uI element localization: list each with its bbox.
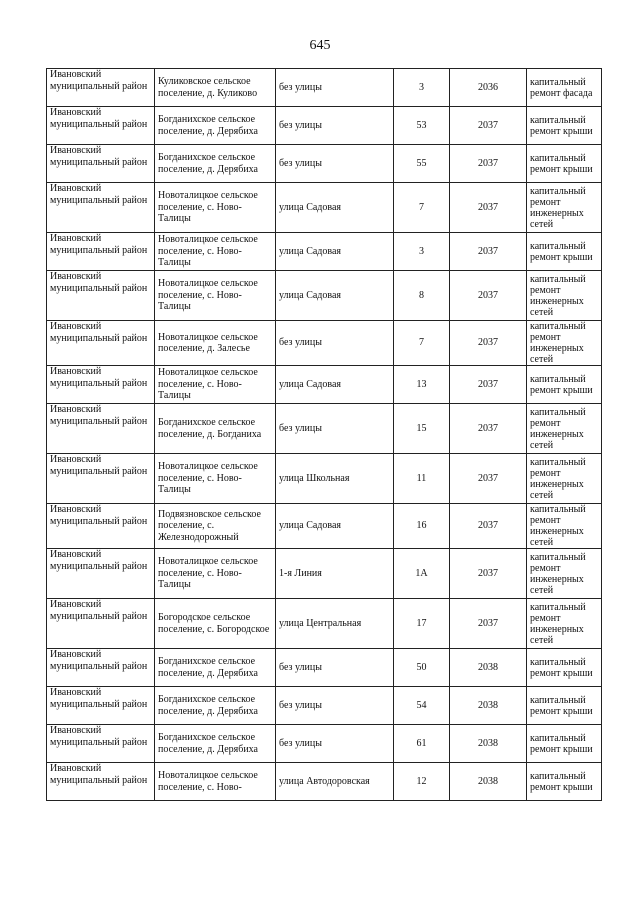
cell-district: Ивановский муниципальный район bbox=[47, 549, 155, 599]
page-number: 645 bbox=[309, 38, 331, 53]
cell-district: Ивановский муниципальный район bbox=[47, 763, 155, 801]
cell-street: без улицы bbox=[276, 107, 394, 145]
table-row bbox=[47, 649, 602, 687]
cell-district: Ивановский муниципальный район bbox=[47, 107, 155, 145]
cell-settlement: Новоталицкое сельское поселение, с. Ново- bbox=[155, 763, 276, 801]
cell-district: Ивановский муниципальный район bbox=[47, 233, 155, 271]
cell-work-type: капитальный ремонт крыши bbox=[527, 233, 602, 271]
cell-house-number: 55 bbox=[394, 145, 450, 183]
cell-year: 2037 bbox=[450, 321, 527, 366]
cell-house-number: 12 bbox=[394, 763, 450, 801]
table-row bbox=[47, 69, 602, 107]
cell-work-type: капитальный ремонт крыши bbox=[527, 725, 602, 763]
cell-year: 2037 bbox=[450, 145, 527, 183]
cell-settlement: Новоталицкое сельское поселение, с. Ново-Талицы bbox=[155, 183, 276, 233]
cell-house-number: 3 bbox=[394, 69, 450, 107]
cell-district: Ивановский муниципальный район bbox=[47, 504, 155, 549]
cell-street: улица Автодоровская bbox=[276, 763, 394, 801]
table-row bbox=[47, 366, 602, 404]
cell-settlement: Богданихское сельское поселение, д. Богданиха bbox=[155, 404, 276, 454]
cell-district: Ивановский муниципальный район bbox=[47, 183, 155, 233]
cell-year: 2037 bbox=[450, 233, 527, 271]
cell-house-number: 11 bbox=[394, 454, 450, 504]
cell-house-number: 53 bbox=[394, 107, 450, 145]
cell-street: улица Садовая bbox=[276, 271, 394, 321]
cell-house-number: 54 bbox=[394, 687, 450, 725]
cell-settlement: Богородское сельское поселение, с. Богородское bbox=[155, 599, 276, 649]
cell-work-type: капитальный ремонт инженерных сетей bbox=[527, 183, 602, 233]
cell-house-number: 3 bbox=[394, 233, 450, 271]
cell-street: улица Школьная bbox=[276, 454, 394, 504]
cell-street: 1-я Линия bbox=[276, 549, 394, 599]
cell-street: улица Центральная bbox=[276, 599, 394, 649]
cell-work-type: капитальный ремонт инженерных сетей bbox=[527, 321, 602, 366]
cell-work-type: капитальный ремонт инженерных сетей bbox=[527, 599, 602, 649]
cell-district: Ивановский муниципальный район bbox=[47, 725, 155, 763]
cell-work-type: капитальный ремонт фасада bbox=[527, 69, 602, 107]
cell-year: 2037 bbox=[450, 271, 527, 321]
table-row bbox=[47, 233, 602, 271]
cell-house-number: 50 bbox=[394, 649, 450, 687]
cell-house-number: 7 bbox=[394, 183, 450, 233]
cell-street: без улицы bbox=[276, 687, 394, 725]
cell-street: улица Садовая bbox=[276, 366, 394, 404]
cell-settlement: Богданихское сельское поселение, д. Дерябиха bbox=[155, 725, 276, 763]
cell-house-number: 7 bbox=[394, 321, 450, 366]
cell-district: Ивановский муниципальный район bbox=[47, 687, 155, 725]
cell-district: Ивановский муниципальный район bbox=[47, 366, 155, 404]
cell-work-type: капитальный ремонт крыши bbox=[527, 649, 602, 687]
cell-settlement: Куликовское сельское поселение, д. Куликово bbox=[155, 69, 276, 107]
cell-street: без улицы bbox=[276, 321, 394, 366]
cell-house-number: 1А bbox=[394, 549, 450, 599]
cell-house-number: 17 bbox=[394, 599, 450, 649]
cell-house-number: 8 bbox=[394, 271, 450, 321]
cell-settlement: Богданихское сельское поселение, д. Дерябиха bbox=[155, 145, 276, 183]
cell-house-number: 16 bbox=[394, 504, 450, 549]
cell-street: без улицы bbox=[276, 404, 394, 454]
cell-district: Ивановский муниципальный район bbox=[47, 404, 155, 454]
cell-district: Ивановский муниципальный район bbox=[47, 599, 155, 649]
cell-street: без улицы bbox=[276, 69, 394, 107]
cell-settlement: Новоталицкое сельское поселение, с. Ново-Талицы bbox=[155, 549, 276, 599]
cell-work-type: капитальный ремонт крыши bbox=[527, 145, 602, 183]
table-row bbox=[47, 183, 602, 233]
housing-repair-table bbox=[46, 68, 602, 801]
cell-year: 2037 bbox=[450, 454, 527, 504]
cell-year: 2037 bbox=[450, 549, 527, 599]
table-row bbox=[47, 271, 602, 321]
cell-settlement: Подвязновское сельское поселение, с. Железнодорожный bbox=[155, 504, 276, 549]
cell-work-type: капитальный ремонт инженерных сетей bbox=[527, 404, 602, 454]
cell-street: улица Садовая bbox=[276, 233, 394, 271]
cell-year: 2038 bbox=[450, 687, 527, 725]
cell-year: 2037 bbox=[450, 599, 527, 649]
table-body bbox=[47, 69, 602, 801]
cell-street: без улицы bbox=[276, 145, 394, 183]
cell-year: 2037 bbox=[450, 404, 527, 454]
cell-street: улица Садовая bbox=[276, 504, 394, 549]
cell-settlement: Богданихское сельское поселение, д. Дерябиха bbox=[155, 687, 276, 725]
table-row bbox=[47, 404, 602, 454]
cell-work-type: капитальный ремонт инженерных сетей bbox=[527, 504, 602, 549]
cell-settlement: Новоталицкое сельское поселение, д. Залесье bbox=[155, 321, 276, 366]
table-row bbox=[47, 107, 602, 145]
table-row bbox=[47, 687, 602, 725]
table-row bbox=[47, 763, 602, 801]
cell-work-type: капитальный ремонт инженерных сетей bbox=[527, 549, 602, 599]
cell-year: 2037 bbox=[450, 366, 527, 404]
cell-street: без улицы bbox=[276, 725, 394, 763]
table-row bbox=[47, 599, 602, 649]
cell-settlement: Богданихское сельское поселение, д. Дерябиха bbox=[155, 107, 276, 145]
cell-year: 2037 bbox=[450, 107, 527, 145]
cell-district: Ивановский муниципальный район bbox=[47, 271, 155, 321]
table-row bbox=[47, 725, 602, 763]
cell-settlement: Богданихское сельское поселение, д. Дерябиха bbox=[155, 649, 276, 687]
cell-year: 2038 bbox=[450, 725, 527, 763]
cell-house-number: 15 bbox=[394, 404, 450, 454]
cell-work-type: капитальный ремонт крыши bbox=[527, 366, 602, 404]
cell-district: Ивановский муниципальный район bbox=[47, 649, 155, 687]
cell-year: 2038 bbox=[450, 763, 527, 801]
cell-work-type: капитальный ремонт крыши bbox=[527, 763, 602, 801]
cell-district: Ивановский муниципальный район bbox=[47, 454, 155, 504]
cell-settlement: Новоталицкое сельское поселение, с. Ново-Талицы bbox=[155, 233, 276, 271]
table-row bbox=[47, 504, 602, 549]
cell-year: 2037 bbox=[450, 504, 527, 549]
table-row bbox=[47, 454, 602, 504]
cell-district: Ивановский муниципальный район bbox=[47, 321, 155, 366]
table-row bbox=[47, 145, 602, 183]
cell-work-type: капитальный ремонт инженерных сетей bbox=[527, 454, 602, 504]
table-row bbox=[47, 321, 602, 366]
table-row bbox=[47, 549, 602, 599]
cell-year: 2038 bbox=[450, 649, 527, 687]
cell-settlement: Новоталицкое сельское поселение, с. Ново-Талицы bbox=[155, 366, 276, 404]
cell-house-number: 61 bbox=[394, 725, 450, 763]
cell-work-type: капитальный ремонт инженерных сетей bbox=[527, 271, 602, 321]
cell-year: 2037 bbox=[450, 183, 527, 233]
cell-settlement: Новоталицкое сельское поселение, с. Ново-Талицы bbox=[155, 271, 276, 321]
cell-work-type: капитальный ремонт крыши bbox=[527, 687, 602, 725]
cell-year: 2036 bbox=[450, 69, 527, 107]
cell-settlement: Новоталицкое сельское поселение, с. Ново-Талицы bbox=[155, 454, 276, 504]
cell-street: улица Садовая bbox=[276, 183, 394, 233]
cell-street: без улицы bbox=[276, 649, 394, 687]
cell-work-type: капитальный ремонт крыши bbox=[527, 107, 602, 145]
cell-district: Ивановский муниципальный район bbox=[47, 145, 155, 183]
cell-district: Ивановский муниципальный район bbox=[47, 69, 155, 107]
cell-house-number: 13 bbox=[394, 366, 450, 404]
